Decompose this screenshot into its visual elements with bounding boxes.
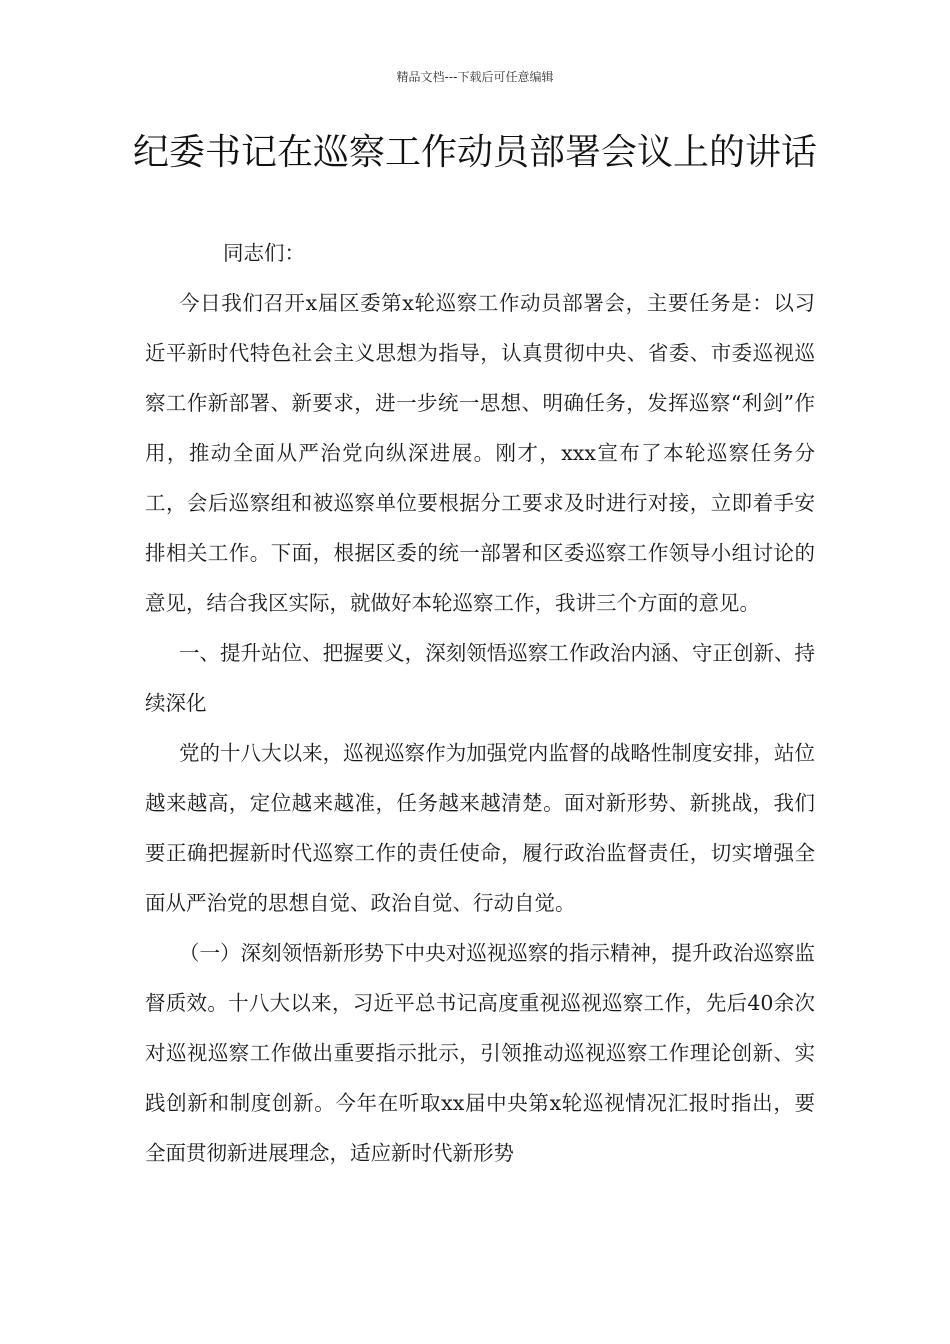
paragraph-2: 党的十八大以来，巡视巡察作为加强党内监督的战略性制度安排，站位越来越高，定位越来越准，任务越来越清楚。面对新形势、新挑战，我们要正确把握新时代巡察工作的责任使命，履行政治监督责任，切实增强全面从严治党的思想自觉、政治自觉、行动自觉。 [145,741,815,915]
page-header: 精品文档---下载后可任意编辑 [396,70,554,84]
salutation: 同志们： [223,241,305,265]
section-heading-1: 一、提升站位、把握要义，深刻领悟巡察工作政治内涵、守正创新、持续深化 [145,641,815,715]
paragraph-1: 今日我们召开x届区委第x轮巡察工作动员部署会，主要任务是：以习近平新时代特色社会主义思想为指导，认真贯彻中央、省委、市委巡视巡察工作新部署、新要求，进一步统一思想、明确任务，发挥巡察“利剑”作用，推动全面从严治党向纵深进展。刚才，xxx宣布了本轮巡察任务分工，会后巡察组和被巡察单位要根据分工要求及时进行对接，立即着手安排相关工作。下面，根据区委的统一部署和区委巡察工作领导小组讨论的意见，结合我区实际，就做好本轮巡察工作，我讲三个方面的意见。 [145,291,815,615]
paragraph-3: （一）深刻领悟新形势下中央对巡视巡察的指示精神，提升政治巡察监督质效。十八大以来，习近平总书记高度重视巡视巡察工作，先后40余次对巡视巡察工作做出重要指示批示，引领推动巡视巡察工作理论创新、实践创新和制度创新。今年在听取xx届中央第x轮巡视情况汇报时指出，要全面贯彻新进展理念，适应新时代新形势 [145,941,815,1165]
document-body [145,228,815,1178]
document-title: 纪委书记在巡察工作动员部署会议上的讲话 [132,132,817,173]
